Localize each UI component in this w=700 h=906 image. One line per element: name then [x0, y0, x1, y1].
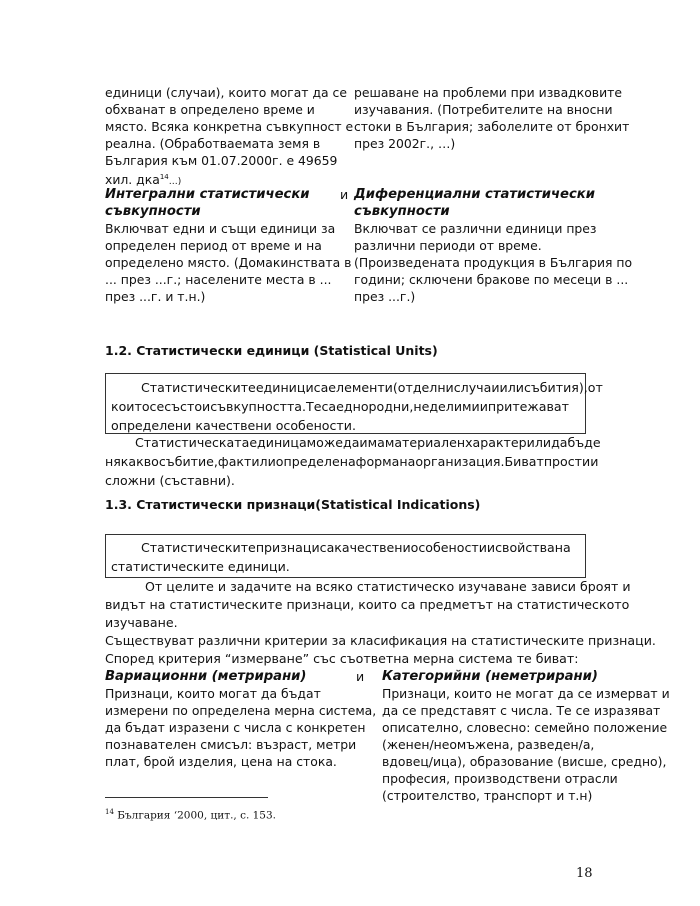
column-title: Диференциални статистически	[354, 187, 595, 202]
word: единици	[255, 380, 314, 395]
text-line: определени качествени особености.	[111, 418, 356, 433]
justified-line	[111, 378, 603, 397]
justified-line	[105, 452, 599, 471]
word: бъде	[567, 435, 601, 450]
text-line: сложни (съставни).	[105, 473, 235, 488]
text-line: описателно, словесно: семейно положение	[382, 720, 668, 735]
footnote-separator	[105, 797, 268, 798]
footnote-text: България ‘2000, цит., с. 153.	[113, 809, 277, 822]
word: и	[479, 399, 488, 414]
word: на	[554, 540, 571, 555]
column-title: Категорийни (неметрирани)	[382, 669, 598, 684]
word: някакво	[105, 454, 159, 469]
text-line: (женен/неомъжена, разведен/а,	[382, 737, 595, 752]
word: Статистическите	[141, 380, 256, 395]
text-line: решаване на проблеми при извадковите	[354, 85, 623, 100]
definition-box	[105, 534, 586, 578]
word: особености	[410, 540, 487, 555]
justified-line	[111, 538, 580, 557]
top-right-column	[354, 84, 629, 152]
word: Статистическата	[135, 435, 250, 450]
text-line: (Произведената продукция в България по	[354, 255, 633, 270]
word: качествени	[334, 540, 411, 555]
text-fragment: хил. дка	[105, 172, 160, 188]
word: събитие,	[158, 454, 218, 469]
text-line: От целите и задачите на всяко статистическо изучаване зависи броят и	[145, 579, 631, 594]
word: които	[111, 399, 150, 414]
word: неделими	[413, 399, 480, 414]
text-line: Признаци, които могат да бъдат	[105, 686, 321, 701]
word: има	[359, 435, 385, 450]
text-line: единици (случаи), които могат да се	[105, 85, 347, 100]
text-line: реална. (Обработваемата земя в	[105, 136, 321, 151]
word: или	[251, 454, 276, 469]
column-title: Вариационни (метрирани)	[105, 669, 307, 684]
word: на	[399, 454, 416, 469]
word: еднородни,	[336, 399, 414, 414]
word: (отделни	[392, 380, 454, 395]
text-line: Според критерия “измерване” със съответна мерна система те биват:	[105, 651, 579, 666]
word: признаци	[255, 540, 320, 555]
word: форма	[355, 454, 400, 469]
section-heading: 1.2. Статистически единици (Statistical Units)	[105, 343, 438, 358]
text-line: да се представят с числа. Те се изразяват	[382, 703, 661, 718]
indicator-paragraph	[105, 578, 656, 668]
word: да	[342, 435, 360, 450]
footnote-reference: 14	[159, 173, 169, 181]
word: и	[590, 454, 599, 469]
text-line: стоки в България; заболелите от бронхит	[354, 119, 630, 134]
text-line: Включват едни и същи единици за	[105, 221, 336, 236]
word: случаи	[453, 380, 500, 395]
text-line: измерени по определена мерна система,	[105, 703, 377, 718]
word: съвкупността.	[210, 399, 307, 414]
word: и	[486, 540, 496, 555]
word: може	[306, 435, 343, 450]
word: Те	[306, 399, 322, 414]
text-line: Признаци, които не могат да се измерват и	[382, 686, 670, 701]
conjunction-and: и	[340, 187, 349, 202]
text-line: Съществуват различни критерии за класификация на статистическите признаци.	[105, 633, 656, 648]
word: се	[149, 399, 165, 414]
word: или	[526, 435, 552, 450]
text-line: обхванат в определено време и	[105, 102, 315, 117]
word: Биват	[504, 454, 544, 469]
text-line: професия, производствени отрасли	[382, 771, 618, 786]
word: факт	[217, 454, 252, 469]
text-line: различни периоди от време.	[354, 238, 542, 253]
text-line: изучаване.	[105, 615, 178, 630]
text-line: (строителство, транспорт и т.н)	[382, 788, 593, 803]
text-line: познавателен смисъл: възраст, метри	[105, 737, 357, 752]
integral-aggregates-column	[105, 186, 351, 305]
text-line: през 2002г., …)	[354, 136, 456, 151]
word: материален	[384, 435, 466, 450]
word: прости	[543, 454, 591, 469]
word: определена	[275, 454, 356, 469]
word: да	[551, 435, 568, 450]
word: Статистическите	[141, 540, 256, 555]
word: елементи	[328, 380, 393, 395]
text-line: години; сключени бракове по месеци в ...	[354, 272, 629, 287]
text-line: видът на статистическите признаци, които са предметът на статистическото	[105, 597, 630, 612]
unit-paragraph	[105, 433, 601, 490]
text-line: вдовец/ица), образование (висше, средно),	[382, 754, 667, 769]
text-line: плат, брой изделия, цена на стока.	[105, 754, 337, 769]
categorical-column	[382, 668, 670, 804]
conjunction-and: и	[356, 669, 365, 684]
text-line: изучавания. (Потребителите на вносни	[354, 102, 613, 117]
justified-line	[105, 433, 601, 452]
text-line: ... през ...г.; населените места в ...	[105, 272, 332, 287]
differential-aggregates-column	[354, 186, 632, 305]
column-title: съвкупности	[354, 204, 450, 219]
page-number: 18	[576, 866, 593, 881]
word: от	[587, 380, 603, 395]
top-left-column	[105, 84, 353, 191]
word: характер	[465, 435, 527, 450]
word: са	[321, 399, 337, 414]
column-title: Интегрални статистически	[105, 187, 310, 202]
footnote	[105, 808, 276, 822]
text-line: статистическите единици.	[111, 559, 290, 574]
text-line: определен период от време и на	[105, 238, 322, 253]
word: или	[499, 380, 524, 395]
variational-column	[105, 668, 376, 770]
text-line: Включват се различни единици през	[354, 221, 597, 236]
word: са	[313, 380, 329, 395]
word: събития),	[523, 380, 588, 395]
text-fragment: …)	[168, 177, 182, 188]
word: единица	[249, 435, 307, 450]
text-line: през ...г. и т.н.)	[105, 289, 206, 304]
definition-box	[105, 373, 603, 434]
justified-line	[111, 397, 580, 416]
footnote-mark: 14	[105, 808, 114, 816]
word: състои	[164, 399, 211, 414]
text-line: през ...г.)	[354, 289, 416, 304]
word: са	[319, 540, 335, 555]
word: организация.	[415, 454, 505, 469]
text-line: България към 01.07.2000г. е 49659	[105, 153, 338, 168]
text-line: да бъдат изразени с числа с конкретен	[105, 720, 366, 735]
text-line: определено място. (Домакинствата в	[105, 255, 352, 270]
section-heading: 1.3. Статистически признаци(Statistical Indications)	[105, 497, 481, 512]
word: притежават	[487, 399, 569, 414]
column-title: съвкупности	[105, 204, 201, 219]
text-line: място. Всяка конкретна съвкупност е	[105, 119, 354, 134]
word: свойства	[495, 540, 555, 555]
